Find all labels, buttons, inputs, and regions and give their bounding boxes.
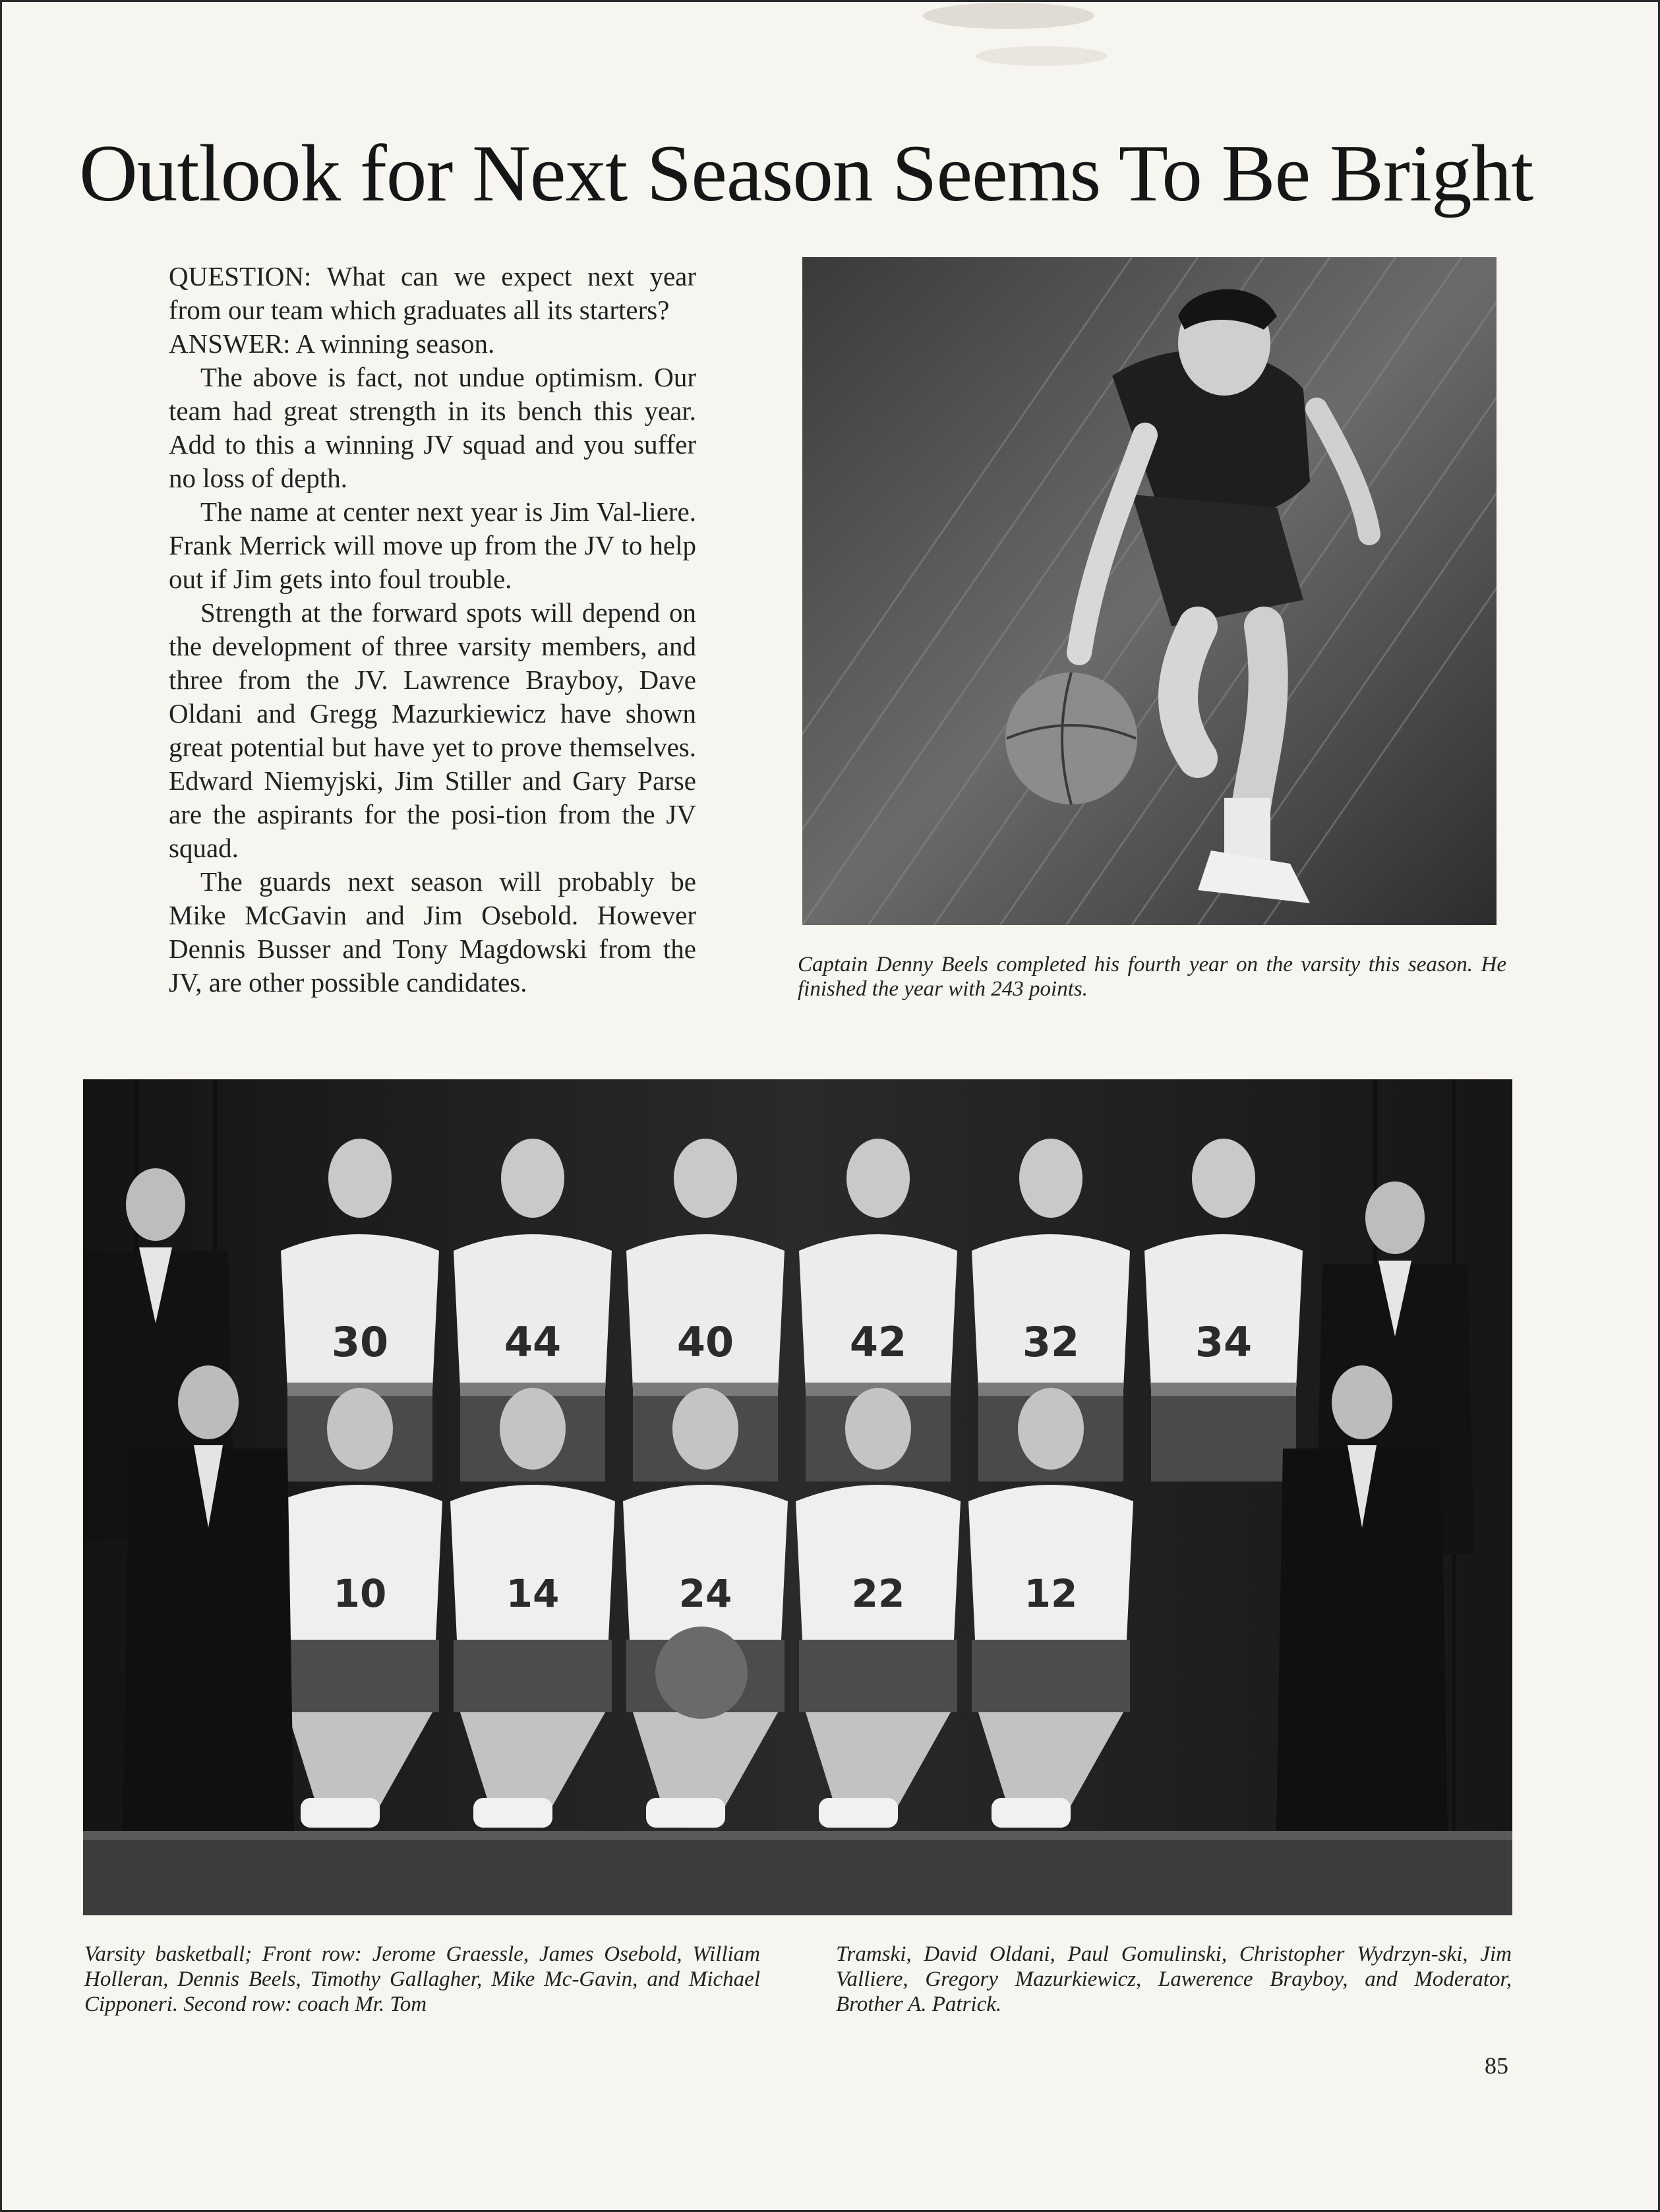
captain-photo-drawing xyxy=(802,257,1497,925)
scan-smudge xyxy=(923,3,1094,29)
question xyxy=(169,260,696,327)
jersey-number: 34 xyxy=(1195,1318,1253,1366)
answer-text: A winning season. xyxy=(295,328,495,359)
team-photo-caption-right: Tramski, David Oldani, Paul Gomulinski, Christopher Wydrzyn-ski, Jim Valliere, Gregory Mazurkiewicz, Lawerence Brayboy, and Moderator, Brother A. Patrick. xyxy=(836,1942,1512,2016)
article-paragraph: The guards next season will probably be Mike McGavin and Jim Osebold. However Dennis Busser and Tony Magdowski from the JV, are other possible candidates. xyxy=(169,866,696,998)
jersey-number: 30 xyxy=(331,1318,389,1366)
page-title: Outlook for Next Season Seems To Be Bright xyxy=(79,128,1533,218)
jersey-number: 44 xyxy=(504,1318,562,1366)
team-photo xyxy=(83,1079,1512,1915)
article-paragraph: Strength at the forward spots will depend on the development of three varsity members, and three from the JV. Lawrence Brayboy, Dave Oldani and Gregg Mazurkiewicz have shown great potential but have yet to prove themselves. Edward Niemyjski, Jim Stiller and Gary Parse are the aspirants for the posi-tion from the JV squad. xyxy=(169,597,696,863)
scan-smudge xyxy=(976,46,1108,66)
jersey-number: 24 xyxy=(678,1571,732,1616)
captain-dribbling-photo xyxy=(802,257,1497,925)
team-photo-drawing xyxy=(83,1079,1512,1915)
jersey-number: 40 xyxy=(676,1318,734,1366)
article-paragraph: The name at center next year is Jim Val-liere. Frank Merrick will move up from the JV to help out if Jim gets into foul trouble. xyxy=(169,496,696,594)
page-number: 85 xyxy=(1485,2052,1508,2079)
team-photo-caption-left: Varsity basketball; Front row: Jerome Graessle, James Osebold, William Holleran, Dennis Beels, Timothy Gallagher, Mike Mc-Gavin, and Michael Cipponeri. Second row: coach Mr. Tom xyxy=(84,1942,760,2016)
answer xyxy=(169,327,696,361)
captain-photo-caption: Captain Denny Beels completed his fourth year on the varsity this season. He finished the year with 243 points. xyxy=(798,953,1506,1001)
jersey-number: 12 xyxy=(1024,1571,1078,1616)
jersey-number: 32 xyxy=(1022,1318,1080,1366)
question-text: What can we expect next year from our team which graduates all its starters? xyxy=(169,261,696,325)
jersey-number: 14 xyxy=(506,1571,560,1616)
question-label: QUESTION: xyxy=(169,261,312,291)
jersey-number: 10 xyxy=(333,1571,387,1616)
answer-label: ANSWER: xyxy=(169,328,291,359)
article-paragraph: The above is fact, not undue optimism. Our team had great strength in its bench this year. Add to this a winning JV squad and you suffer no loss of depth. xyxy=(169,362,696,493)
jersey-number: 42 xyxy=(849,1318,907,1366)
basketball xyxy=(655,1627,748,1719)
jersey-number: 22 xyxy=(851,1571,905,1616)
article-body xyxy=(169,260,696,1000)
